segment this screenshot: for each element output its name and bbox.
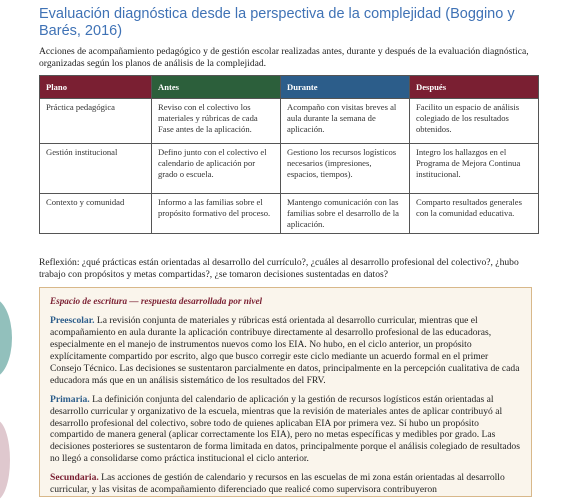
table-cell: Contexto y comunidad	[40, 194, 152, 234]
table-cell: Acompaño con visitas breves al aula durante la semana de aplicación.	[281, 99, 410, 144]
writing-space-title: Espacio de escritura — respuesta desarrollada por nivel	[50, 296, 263, 307]
table-row	[40, 194, 539, 234]
table-cell: Reviso con el colectivo los materiales y rúbricas de cada Fase antes de la aplicación.	[152, 99, 281, 144]
column-header-antes: Antes	[152, 76, 281, 99]
answer-primaria	[50, 394, 521, 465]
level-label-primaria: Primaria.	[50, 393, 90, 405]
intro-paragraph: Acciones de acompañamiento pedagógico y de gestión escolar realizadas antes, durante y después de la evaluación diagnóstica, organizadas según los planos de análisis de la complejidad.	[39, 46, 529, 69]
answer-text-preescolar: La revisión conjunta de materiales y rúbricas está orientada al desarrollo curricular, mientras que el acompañamiento en aula durante la aplicación contribuye directamente al desarrollo profesional de las educadoras, especialmente en el manejo de instrumentos nuevos como los EIA. No hubo, en el ciclo anterior, un propósito explícitamente compartido por escrito, algo que busco corregir este ciclo mediante un acuerdo formal en el primer Consejo Técnico. Las decisiones se sustentaron parcialmente en datos, principalmente en la percepción cualitativa de cada educadora más que en un análisis sistemático de los resultados del FRV.	[50, 315, 520, 386]
table-row	[40, 144, 539, 194]
page-title: Evaluación diagnóstica desde la perspectiva de la complejidad (Boggino y Barés, 2016)	[39, 6, 515, 39]
table-cell: Mantengo comunicación con las familias sobre el desarrollo de la aplicación.	[281, 194, 410, 234]
table-cell: Gestiono los recursos logísticos necesarios (impresiones, espacios, tiempos).	[281, 144, 410, 194]
actions-table	[39, 75, 539, 234]
reflection-questions: Reflexión: ¿qué prácticas están orientadas al desarrollo del currículo?, ¿cuáles al desarrollo profesional del colectivo?, ¿hubo trabajo con propósitos y metas compartidas?, ¿se tomaron decisiones sustentadas en datos?	[39, 256, 519, 280]
document-body	[39, 6, 539, 497]
column-header-despues: Después	[410, 76, 539, 99]
level-label-preescolar: Preescolar.	[50, 315, 95, 327]
table-cell: Informo a las familias sobre el propósito formativo del proceso.	[152, 194, 281, 234]
level-label-secundaria: Secundaria.	[50, 472, 99, 484]
column-header-durante: Durante	[281, 76, 410, 99]
decorative-circle-rose	[0, 420, 10, 500]
table-row	[40, 99, 539, 144]
decorative-circle-teal	[0, 298, 12, 378]
table-cell: Facilito un espacio de análisis colegiado de los resultados obtenidos.	[410, 99, 539, 144]
answer-text-secundaria: Las acciones de gestión de calendario y recursos en las escuelas de mi zona están orientadas al desarrollo curricular, y las visitas de acompañamiento diferenciado que realicé como supervisora contribuyeron	[50, 472, 505, 496]
answer-preescolar	[50, 315, 521, 386]
column-header-plano: Plano	[40, 76, 152, 99]
table-cell: Práctica pedagógica	[40, 99, 152, 144]
table-cell: Gestión institucional	[40, 144, 152, 194]
writing-space-box[interactable]	[39, 287, 532, 497]
answer-secundaria	[50, 472, 521, 496]
table-header-row	[40, 76, 539, 99]
table-cell: Integro los hallazgos en el Programa de Mejora Continua institucional.	[410, 144, 539, 194]
table-cell: Defino junto con el colectivo el calendario de aplicación por grado o escuela.	[152, 144, 281, 194]
answer-text-primaria: La definición conjunta del calendario de aplicación y la gestión de recursos logísticos están orientadas al desarrollo curricular y organizativo de la escuela, mientras que la revisión de materiales antes de aplicar contribuyó al desarrollo profesional del colectivo, sobre todo de quienes aplicaban EIA por primera vez. Sí hubo un propósito compartido de manera general (aplicar correctamente los EIA), pero no metas específicas y medibles por grado. Las decisiones posteriores se sustentaron de forma limitada en datos, principalmente porque el análisis colegiado de resultados no llegó a consolidarse como práctica institucional el ciclo anterior.	[50, 393, 520, 465]
table-cell: Comparto resultados generales con la comunidad educativa.	[410, 194, 539, 234]
